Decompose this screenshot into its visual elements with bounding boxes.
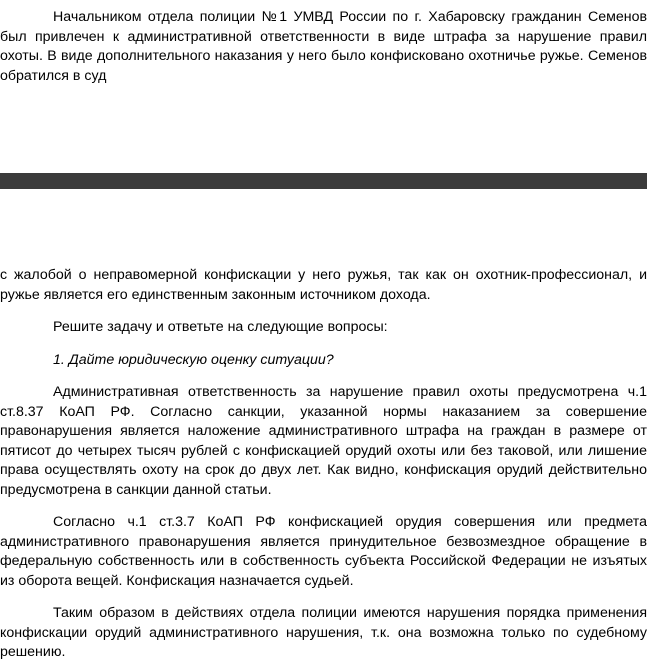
task-paragraph: Решите задачу и ответьте на следующие вопросы:: [53, 319, 388, 335]
case-paragraph: Начальником отдела полиции №1 УМВД России по г. Хабаровску гражданин Семенов был привлечен к административной ответственности в виде штрафа за нарушение правил охоты. В виде дополнительного наказания у него было конфисковано охотничье ружье. Семенов обратился в суд: [0, 9, 647, 84]
page-break-divider: [0, 173, 647, 189]
document-page-1: [0, 8, 647, 86]
document-page-2: [0, 266, 647, 663]
answer-paragraph-2: Согласно ч.1 ст.3.7 КоАП РФ конфискацией орудия совершения или предмета административного правонарушения является принудительное безвозмездное обращение в федеральную собственность или в собственность субъекта Российской Федерации не изъятых из оборота вещей. Конфискация назначается судьей.: [0, 514, 647, 589]
question-paragraph: 1. Дайте юридическую оценку ситуации?: [53, 351, 334, 368]
case-continuation-paragraph: с жалобой о неправомерной конфискации у него ружья, так как он охотник-профессионал, и ружье является его единственным законным источником дохода.: [0, 267, 647, 303]
answer-paragraph-3: Таким образом в действиях отдела полиции имеются нарушения порядка применения конфискации орудий административного нарушения, т.к. она возможна только по судебному решению.: [0, 605, 647, 660]
answer-paragraph-1: Административная ответственность за нарушение правил охоты предусмотрена ч.1 ст.8.37 КоАП РФ. Согласно санкции, указанной нормы наказанием за совершение правонарушения является наложение административного штрафа на граждан в размере от пятисот до четырех тысяч рублей с конфискацией орудий охоты или без таковой, или лишение права осуществлять охоту на срок до двух лет. Как видно, конфискация орудий действительно предусмотрена в санкции данной статьи.: [0, 384, 647, 498]
